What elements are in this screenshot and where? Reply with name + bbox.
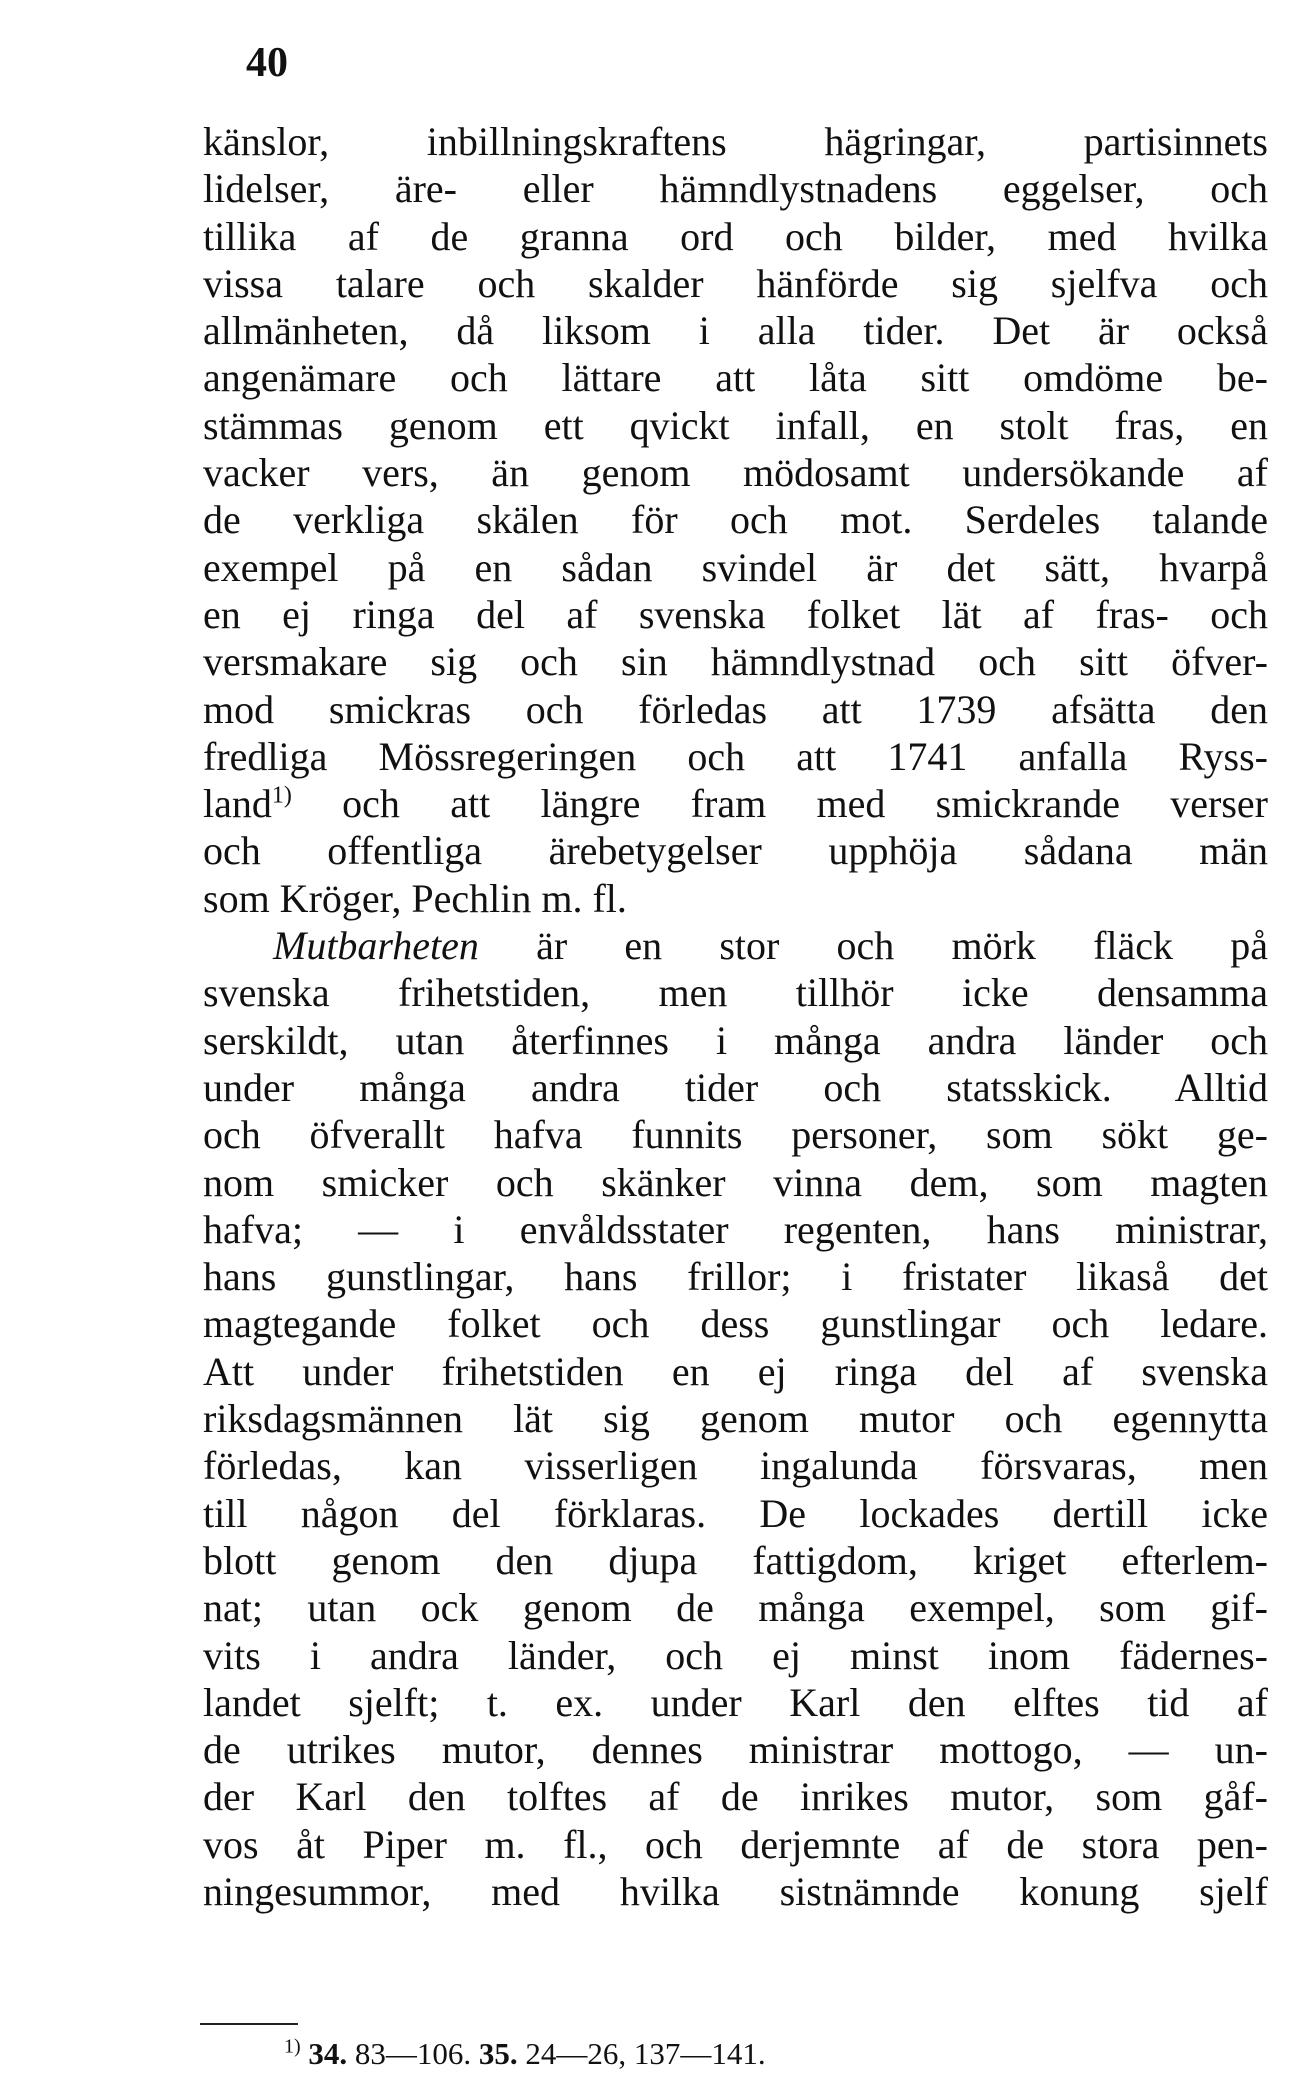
text-line: tillika af de granna ord och bilder, med hvilka bbox=[203, 213, 1268, 259]
text-line: Att under frihetstiden en ej ringa del af svenska bbox=[203, 1348, 1268, 1394]
text-line-first bbox=[203, 922, 1268, 969]
text-line: hans gunstlingar, hans frillor; i fristater likaså det bbox=[203, 1254, 1268, 1300]
footnote-divider bbox=[200, 2023, 298, 2025]
text-line: serskildt, utan återfinnes i många andra länder och bbox=[203, 1017, 1268, 1063]
text-line: känslor, inbillningskraftens hägringar, partisinnets bbox=[203, 119, 1268, 164]
text-line: blott genom den djupa fattigdom, kriget efterlem- bbox=[203, 1537, 1268, 1583]
emphasized-term: Mutbarheten bbox=[273, 923, 479, 969]
text-line: till någon del förklaras. De lockades dertill icke bbox=[203, 1490, 1268, 1536]
text-line: och öfverallt hafva funnits personer, som sökt ge- bbox=[203, 1112, 1268, 1158]
footnote-pages: 83—106. bbox=[347, 2036, 479, 2071]
paragraph-2 bbox=[203, 922, 1268, 1915]
text-line: landet sjelft; t. ex. under Karl den elftes tid af bbox=[203, 1679, 1268, 1725]
text-fragment: och att längre fram med smickrande verser bbox=[291, 781, 1268, 827]
text-line: vissa talare och skalder hänförde sig sjelfva och bbox=[203, 260, 1268, 306]
page-number: 40 bbox=[246, 40, 288, 86]
text-line: magtegande folket och dess gunstlingar och ledare. bbox=[203, 1301, 1268, 1347]
footnote-marker: 1) bbox=[284, 2035, 301, 2058]
text-line: hafva; — i envåldsstater regenten, hans ministrar, bbox=[203, 1206, 1268, 1252]
text-line: mod smickras och förledas att 1739 afsätta den bbox=[203, 686, 1268, 732]
text-line: angenämare och lättare att låta sitt omdöme be- bbox=[203, 355, 1268, 401]
text-line: under många andra tider och statsskick. Alltid bbox=[203, 1064, 1268, 1110]
text-line: allmänheten, då liksom i alla tider. Det är också bbox=[203, 308, 1268, 354]
footnote bbox=[284, 2035, 766, 2071]
text-line: riksdagsmännen lät sig genom mutor och egennytta bbox=[203, 1396, 1268, 1442]
text-line: de utrikes mutor, dennes ministrar mottogo, — un- bbox=[203, 1727, 1268, 1773]
text-line: ningesummor, med hvilka sistnämnde konung sjelf bbox=[203, 1868, 1268, 1914]
text-fragment: land bbox=[203, 781, 272, 827]
text-line-with-footnote-ref bbox=[203, 780, 1268, 827]
text-line: som Kröger, Pechlin m. fl. bbox=[203, 875, 627, 921]
text-line: versmakare sig och sin hämndlystnad och sitt öfver- bbox=[203, 639, 1268, 685]
text-line: förledas, kan visserligen ingalunda försvaras, men bbox=[203, 1443, 1268, 1489]
text-line: nom smicker och skänker vinna dem, som magten bbox=[203, 1159, 1268, 1205]
text-line: lidelser, äre- eller hämndlystnadens eggelser, och bbox=[203, 166, 1268, 212]
text-line: stämmas genom ett qvickt infall, en stolt fras, en bbox=[203, 402, 1268, 448]
paragraph-1 bbox=[203, 118, 1268, 922]
footnote-volume: 34. bbox=[308, 2036, 348, 2071]
text-fragment: är en stor och mörk fläck på bbox=[478, 923, 1268, 969]
text-line: vits i andra länder, och ej minst inom fädernes- bbox=[203, 1632, 1268, 1678]
body-text bbox=[203, 118, 1268, 1915]
text-line: nat; utan ock genom de många exempel, som gif- bbox=[203, 1585, 1268, 1631]
text-line: der Karl den tolftes af de inrikes mutor, som gåf- bbox=[203, 1774, 1268, 1820]
text-line: och offentliga ärebetygelser upphöja sådana män bbox=[203, 828, 1268, 874]
text-line: vacker vers, än genom mödosamt undersökande af bbox=[203, 450, 1268, 496]
text-line: en ej ringa del af svenska folket lät af fras- och bbox=[203, 591, 1268, 637]
text-line: de verkliga skälen för och mot. Serdeles talande bbox=[203, 497, 1268, 543]
text-line: exempel på en sådan svindel är det sätt, hvarpå bbox=[203, 544, 1268, 590]
text-line: fredliga Mössregeringen och att 1741 anfalla Ryss- bbox=[203, 733, 1268, 779]
footnote-reference: 1) bbox=[271, 782, 292, 809]
footnote-volume: 35. bbox=[478, 2036, 518, 2071]
text-line: svenska frihetstiden, men tillhör icke densamma bbox=[203, 970, 1268, 1016]
text-line: vos åt Piper m. fl., och derjemnte af de stora pen- bbox=[203, 1821, 1268, 1867]
footnote-pages: 24—26, 137—141. bbox=[517, 2036, 766, 2071]
